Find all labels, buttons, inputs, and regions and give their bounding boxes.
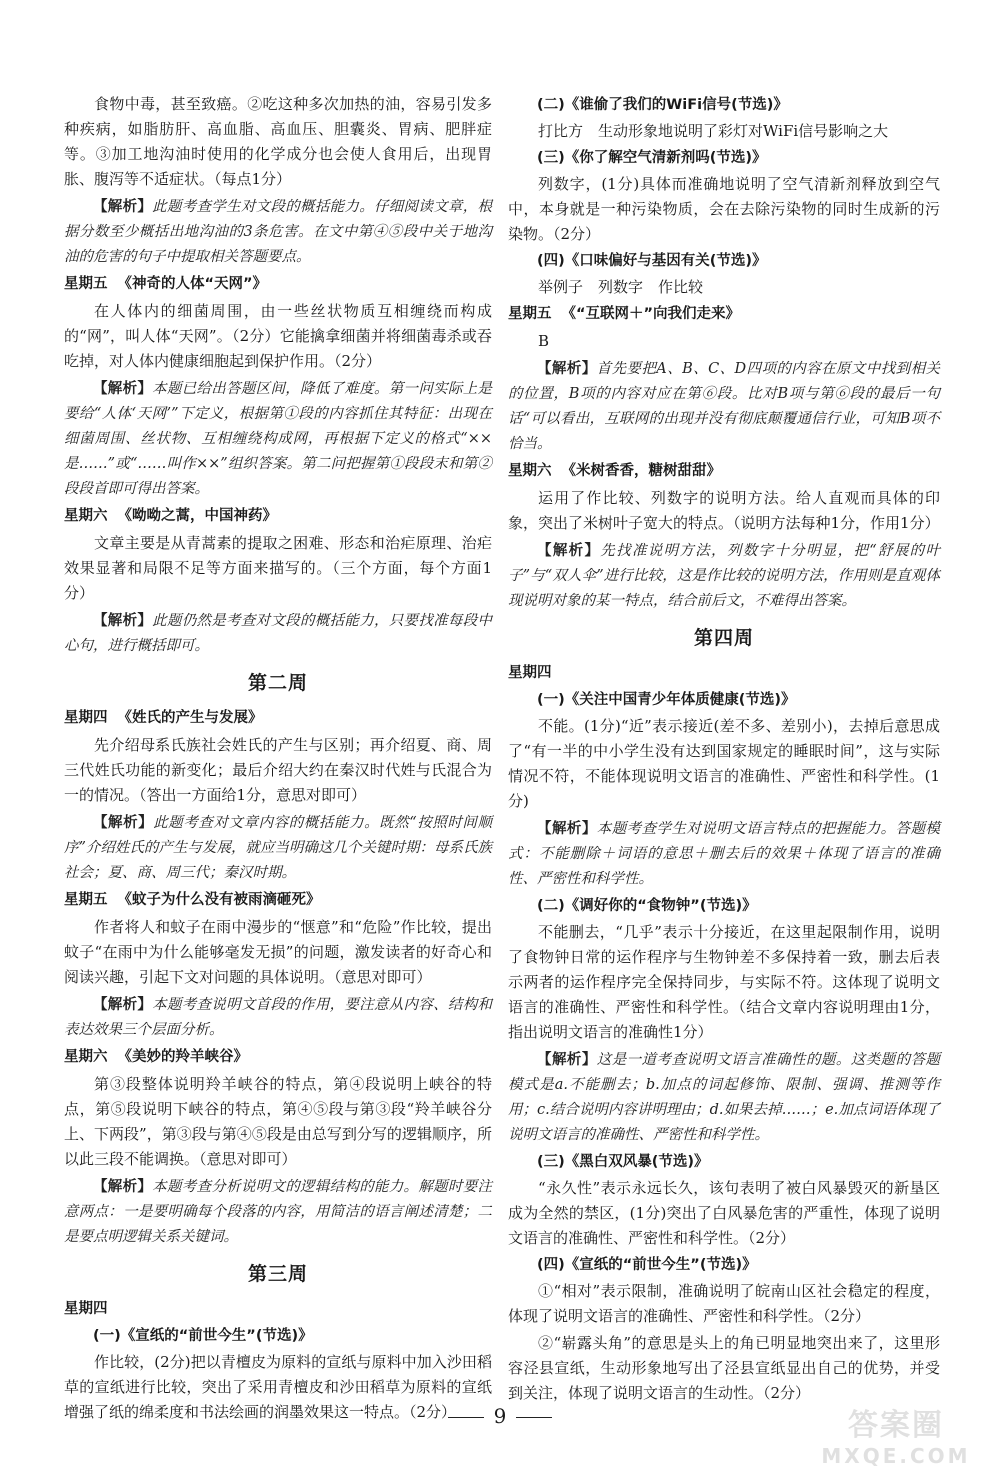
answer-letter: B	[538, 332, 550, 350]
watermark-logo	[816, 1400, 976, 1466]
article-title: 《蚊子为什么没有被雨滴砸死》	[117, 892, 321, 908]
day-label: 星期四	[508, 665, 552, 681]
week-heading: 第三周	[247, 1263, 308, 1285]
analysis-tag: 【解析】	[537, 360, 597, 377]
day-heading	[64, 888, 492, 913]
analysis	[508, 538, 940, 614]
paragraph: 食物中毒，甚至致癌。②吃这种多次加热的油，容易引发多种疾病，如脂肪肝、高血脂、高血压、胆囊炎、胃病、肥胖症等。③加工地沟油时使用的化学成分也会使人食用后，出现胃胀、腹泻等不适症状。（每点1分）	[64, 95, 492, 188]
paragraph: 先介绍母系氏族社会姓氏的产生与区别；再介绍夏、商、周三代姓氏功能的新变化；最后介绍大约在秦汉时代姓与氏混合为一的情况。（答出一方面给1分，意思对即可）	[64, 736, 492, 804]
analysis	[64, 608, 492, 659]
analysis-text: 本题考查学生对说明文语言特点的把握能力。答题模式：不能删除＋词语的意思＋删去后的效果＋体现了语言的准确性、严密性和科学性。	[508, 821, 941, 887]
dash-left	[448, 1417, 484, 1418]
paragraph: “永久性”表示永远长久，该句表明了被白风暴毁灭的新垦区成为全然的禁区，(1分)突出了白风暴危害的严重性，体现了说明文语言的准确性、严密性和科学性。（2分）	[508, 1179, 940, 1247]
week-heading: 第二周	[247, 672, 308, 694]
day-label: 星期六	[64, 508, 108, 524]
section-title: (一)《关注中国青少年体质健康(节选)》	[537, 692, 796, 708]
paragraph: 不能删去，“几乎”表示十分接近，在这里起限制作用，说明了食物钟日常的运作程序与生物钟差不多保持着一致，删去后表示两者的运作程序完全保持同步，与实际不符。这体现了说明文语言的准确性、严密性和科学性。（结合文章内容说明理由1分，指出说明文语言的准确性1分）	[508, 923, 940, 1041]
day-label: 星期五	[64, 276, 108, 292]
paragraph: 打比方 生动形象地说明了彩灯对WiFi信号影响之大	[538, 122, 889, 140]
section-title: (二)《谁偷了我们的WiFi信号(节选)》	[537, 97, 788, 113]
analysis-text: 此题考查学生对文段的概括能力。仔细阅读文章，根据分数至少概括出地沟油的3条危害。在文中第④⑤段中关于地沟油的危害的句子中提取相关答题要点。	[64, 199, 493, 265]
analysis	[64, 1174, 492, 1250]
section-title: (二)《调好你的“食物钟”(节选)》	[537, 898, 757, 914]
analysis-tag: 【解析】	[93, 1178, 153, 1195]
paragraph: 作比较，(2分)把以青檀皮为原料的宣纸与原料中加入沙田稻草的宣纸进行比较，突出了采用青檀皮和沙田稻草为原料的宣纸增强了纸的绵柔度和书法绘画的润墨效果这一特点。（2分）	[64, 1353, 492, 1421]
analysis	[508, 356, 940, 457]
analysis-text: 首先要把A、B、C、D四项的内容在原文中找到相关的位置，B项的内容对应在第⑥段。比对B项与第⑥段的最后一句话“可以看出，互联网的出现并没有彻底颠覆通信行业，可知B项不恰当。	[508, 361, 940, 452]
article-title: 《米树香香，糖树甜甜》	[561, 463, 721, 479]
paragraph: 举例子 列数字 作比较	[538, 278, 704, 296]
analysis	[508, 1047, 940, 1148]
day-label: 星期五	[508, 306, 552, 322]
analysis-tag: 【解析】	[93, 198, 153, 215]
day-heading	[64, 706, 492, 731]
analysis-tag: 【解析】	[93, 814, 154, 831]
day-heading	[64, 1297, 492, 1322]
day-label: 星期六	[508, 463, 552, 479]
week-heading: 第四周	[693, 627, 754, 649]
day-label: 星期五	[64, 892, 108, 908]
paragraph: ②“崭露头角”的意思是头上的角已明显地突出来了，这里形容泾县宣纸，生动形象地写出了泾县宣纸显出自己的优势，并受到关注，体现了说明文语言的生动性。（2分）	[508, 1334, 940, 1402]
analysis-text: 此题考查对文章内容的概括能力。既然“按照时间顺序”介绍姓氏的产生与发展，就应当明确这几个关键时期：母系氏族社会；夏、商、周三代；秦汉时期。	[64, 815, 492, 881]
analysis	[64, 992, 492, 1043]
analysis	[64, 810, 492, 886]
paragraph: 不能。(1分)“近”表示接近(差不多、差别小)，去掉后意思成了“有一半的中小学生没有达到国家规定的睡眠时间”，这与实际情况不符，不能体现说明文语言的准确性、严密性和科学性。(1分)	[508, 717, 940, 810]
day-heading	[64, 1045, 492, 1070]
section-title: (三)《你了解空气清新剂吗(节选)》	[537, 150, 767, 166]
paragraph: 列数字，(1分)具体而准确地说明了空气清新剂释放到空气中，本身就是一种污染物质，会在去除污染物的同时生成新的污染物。（2分）	[508, 175, 940, 243]
analysis-tag: 【解析】	[93, 996, 153, 1013]
section-title: (四)《口味偏好与基因有关(节选)》	[537, 253, 767, 269]
article-title: 《姓氏的产生与发展》	[117, 710, 263, 726]
day-label: 星期四	[64, 1301, 108, 1317]
watermark-bottom: MXQE.COM	[821, 1444, 971, 1468]
analysis-tag: 【解析】	[93, 612, 153, 629]
analysis-tag: 【解析】	[93, 380, 153, 397]
watermark-top: 答案圈	[848, 1408, 944, 1443]
day-heading	[64, 504, 492, 529]
left-column	[64, 92, 492, 1427]
paragraph: ①“相对”表示限制，准确说明了皖南山区社会稳定的程度，体现了说明文语言的准确性、严密性和科学性。（2分）	[508, 1282, 940, 1325]
analysis-text: 本题考查分析说明文的逻辑结构的能力。解题时要注意两点：一是要明确每个段落的内容，用简洁的语言阐述清楚；二是要点明逻辑关系关键词。	[64, 1179, 493, 1245]
day-heading	[508, 302, 940, 327]
analysis	[64, 376, 492, 502]
day-heading	[64, 272, 492, 297]
section-title: (四)《宣纸的“前世今生”(节选)》	[537, 1257, 757, 1273]
dash-right	[516, 1417, 552, 1418]
paragraph: 文章主要是从青蒿素的提取之困难、形态和治疟原理、治疟效果显著和局限不足等方面来描写的。（三个方面，每个方面1分）	[64, 534, 492, 602]
section-title: (一)《宣纸的“前世今生”(节选)》	[93, 1328, 313, 1344]
analysis	[64, 194, 492, 270]
analysis-text: 先找准说明方法，列数字十分明显，把“舒展的叶子”与“双人伞”进行比较，这是作比较的说明方法，作用则是直观体现说明对象的某一特点，结合前后文，不难得出答案。	[508, 543, 940, 609]
analysis-text: 这是一道考查说明文语言准确性的题。这类题的答题模式是a.不能删去；b.加点的词起修饰、限制、强调、推测等作用；c.结合说明内容讲明理由；d.如果去掉……；e.加点词语体现了说明文语言的准确性、严密性和科学性。	[508, 1052, 941, 1143]
analysis-text: 本题已给出答题区间，降低了难度。第一问实际上是要给“人体‘天网’”下定义，根据第①段的内容抓住其特征：出现在细菌周围、丝状物、互相缠绕构成网，再根据下定义的格式“××是……”或“……叫作××”组织答案。第二问把握第①段段末和第②段段首即可得出答案。	[64, 381, 493, 497]
article-title: 《“互联网＋”向我们走来》	[561, 306, 741, 322]
analysis-text: 本题考查说明文首段的作用，要注意从内容、结构和表达效果三个层面分析。	[64, 997, 493, 1038]
paragraph: 在人体内的细菌周围，由一些丝状物质互相缠绕而构成的“网”，叫人体“天网”。（2分）它能擒拿细菌并将细菌毒杀或吞吃掉，对人体内健康细胞起到保护作用。（2分）	[64, 302, 492, 370]
right-column	[508, 92, 940, 1408]
day-label: 星期六	[64, 1049, 108, 1065]
paragraph: 运用了作比较、列数字的说明方法。给人直观而具体的印象，突出了米树叶子宽大的特点。（说明方法每种1分，作用1分）	[508, 489, 940, 532]
article-title: 《美妙的羚羊峡谷》	[117, 1049, 248, 1065]
day-heading	[508, 459, 940, 484]
paragraph: 第③段整体说明羚羊峡谷的特点，第④段说明上峡谷的特点，第⑤段说明下峡谷的特点，第④⑤段与第③段“羚羊峡谷分上、下两段”，第③段与第④⑤段是由总写到分写的逻辑顺序，所以此三段不能调换。（意思对即可）	[64, 1075, 492, 1168]
day-label: 星期四	[64, 710, 108, 726]
article-title: 《呦呦之蒿，中国神药》	[117, 508, 277, 524]
analysis-tag: 【解析】	[537, 542, 601, 559]
page-number-text: 9	[493, 1404, 507, 1428]
day-heading	[508, 661, 940, 686]
analysis-tag: 【解析】	[537, 1051, 597, 1068]
analysis-tag: 【解析】	[537, 820, 597, 837]
analysis	[508, 816, 940, 892]
article-title: 《神奇的人体“天网”》	[117, 276, 268, 292]
section-title: (三)《黑白双风暴(节选)》	[537, 1154, 709, 1170]
analysis-text: 此题仍然是考查对文段的概括能力，只要找准每段中心句，进行概括即可。	[64, 613, 493, 654]
paragraph: 作者将人和蚊子在雨中漫步的“惬意”和“危险”作比较，提出蚊子“在雨中为什么能够毫发无损”的问题，激发读者的好奇心和阅读兴趣，引起下文对问题的具体说明。（意思对即可）	[64, 918, 492, 986]
